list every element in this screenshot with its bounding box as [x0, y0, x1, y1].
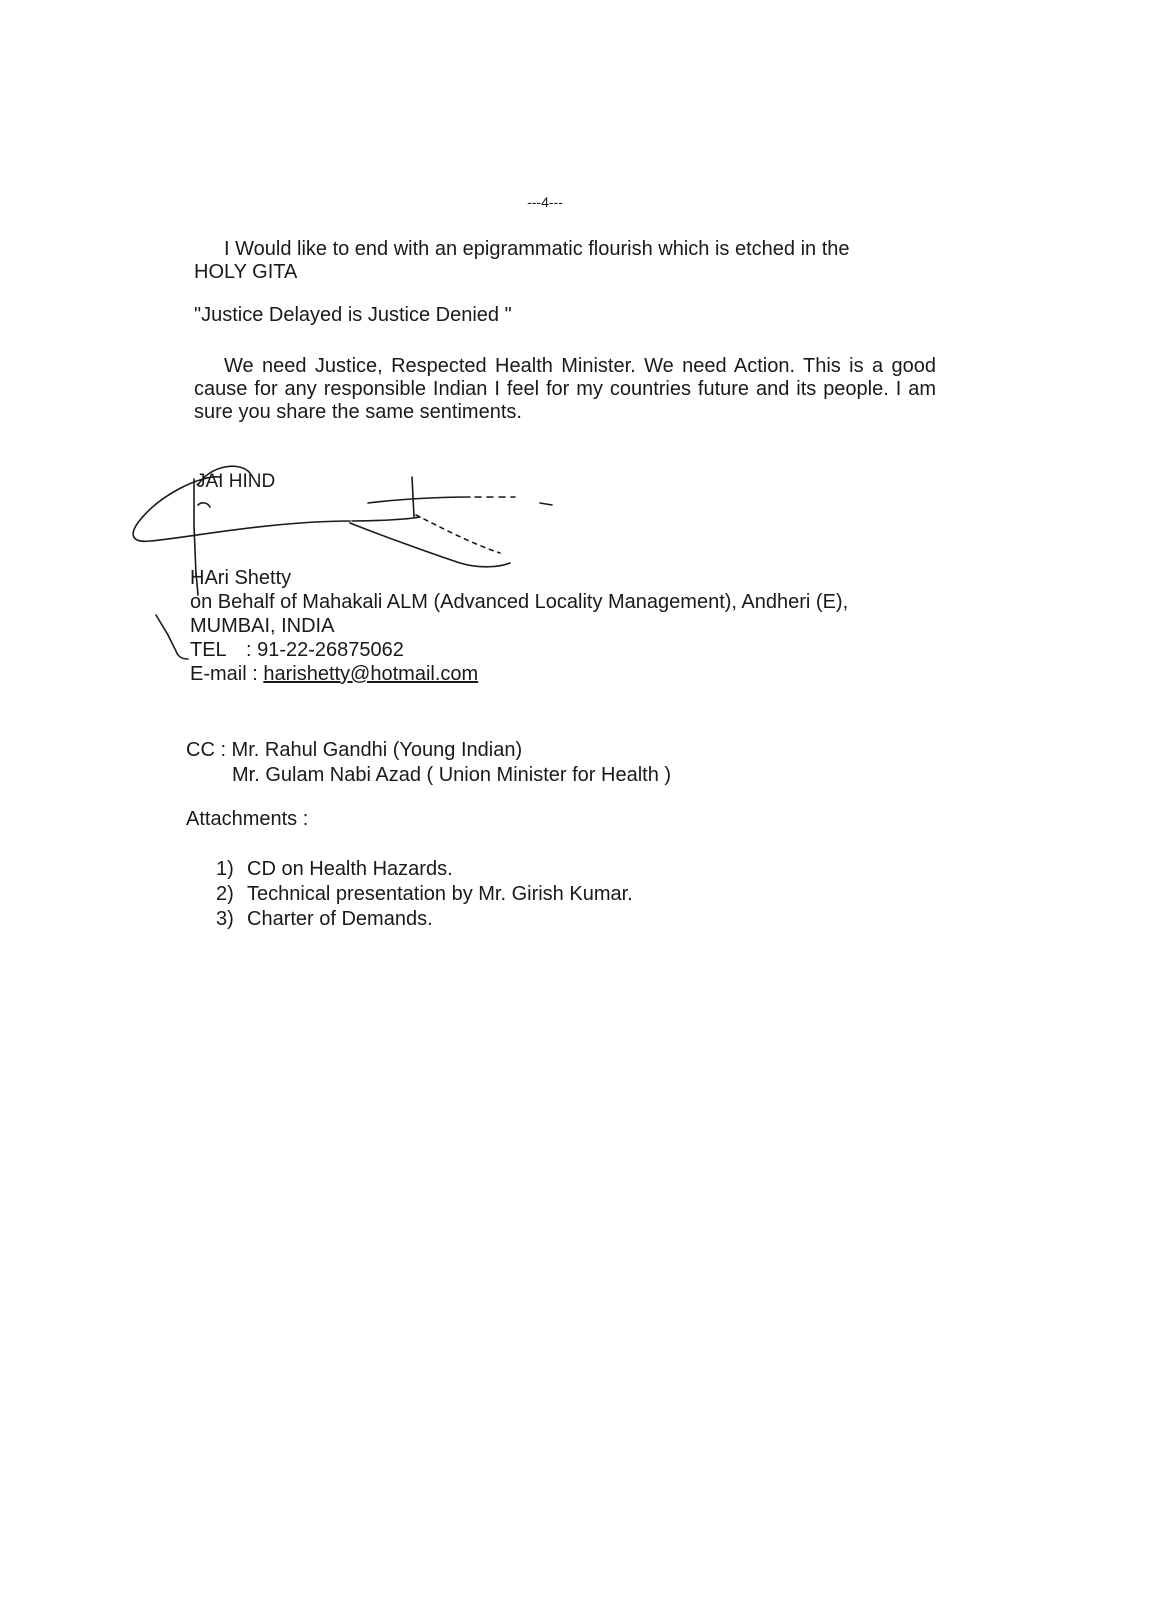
list-item-number: 3) — [216, 908, 234, 930]
cc-block — [186, 738, 671, 788]
intro-paragraph — [194, 238, 936, 284]
sender-email-row — [190, 662, 950, 686]
list-item — [216, 882, 633, 907]
list-item — [216, 907, 633, 932]
list-item-text: Technical presentation by Mr. Girish Kumar. — [247, 883, 633, 905]
cc-first: CC : Mr. Rahul Gandhi (Young Indian) — [186, 739, 523, 761]
sender-behalf: on Behalf of Mahakali ALM (Advanced Locality Management), Andheri (E), — [190, 591, 849, 613]
list-item-text: Charter of Demands. — [247, 908, 433, 930]
sender-tel-row — [190, 638, 950, 662]
sender-name: HAri Shetty — [190, 567, 292, 589]
list-item-number: 1) — [216, 858, 234, 880]
sender-block — [190, 566, 950, 686]
tel-label: TEL — [190, 639, 227, 661]
cc-second: Mr. Gulam Nabi Azad ( Union Minister for Health ) — [232, 764, 672, 786]
intro-line-2: HOLY GITA — [194, 261, 298, 283]
intro-line-1: I Would like to end with an epigrammatic flourish which is etched in the — [224, 238, 850, 260]
closing-text: We need Justice, Respected Health Minister. We need Action. This is a good cause for any responsible Indian I feel for my countries future and its people. I am sure you share the same sentiments. — [194, 355, 936, 423]
attachments-heading: Attachments : — [186, 808, 309, 830]
list-item-text: CD on Health Hazards. — [247, 858, 453, 880]
list-item-number: 2) — [216, 883, 234, 905]
attachments-list — [216, 857, 633, 932]
tel-number: : 91-22-26875062 — [246, 639, 404, 661]
sign-off: JAI HIND — [196, 471, 276, 492]
list-item — [216, 857, 633, 882]
quote-line: "Justice Delayed is Justice Denied " — [194, 304, 512, 326]
page-number: ---4--- — [527, 194, 563, 210]
closing-paragraph — [194, 355, 936, 424]
email-label: E-mail : — [190, 663, 264, 685]
email-link[interactable]: harishetty@hotmail.com — [263, 663, 479, 685]
sender-city: MUMBAI, INDIA — [190, 615, 335, 637]
